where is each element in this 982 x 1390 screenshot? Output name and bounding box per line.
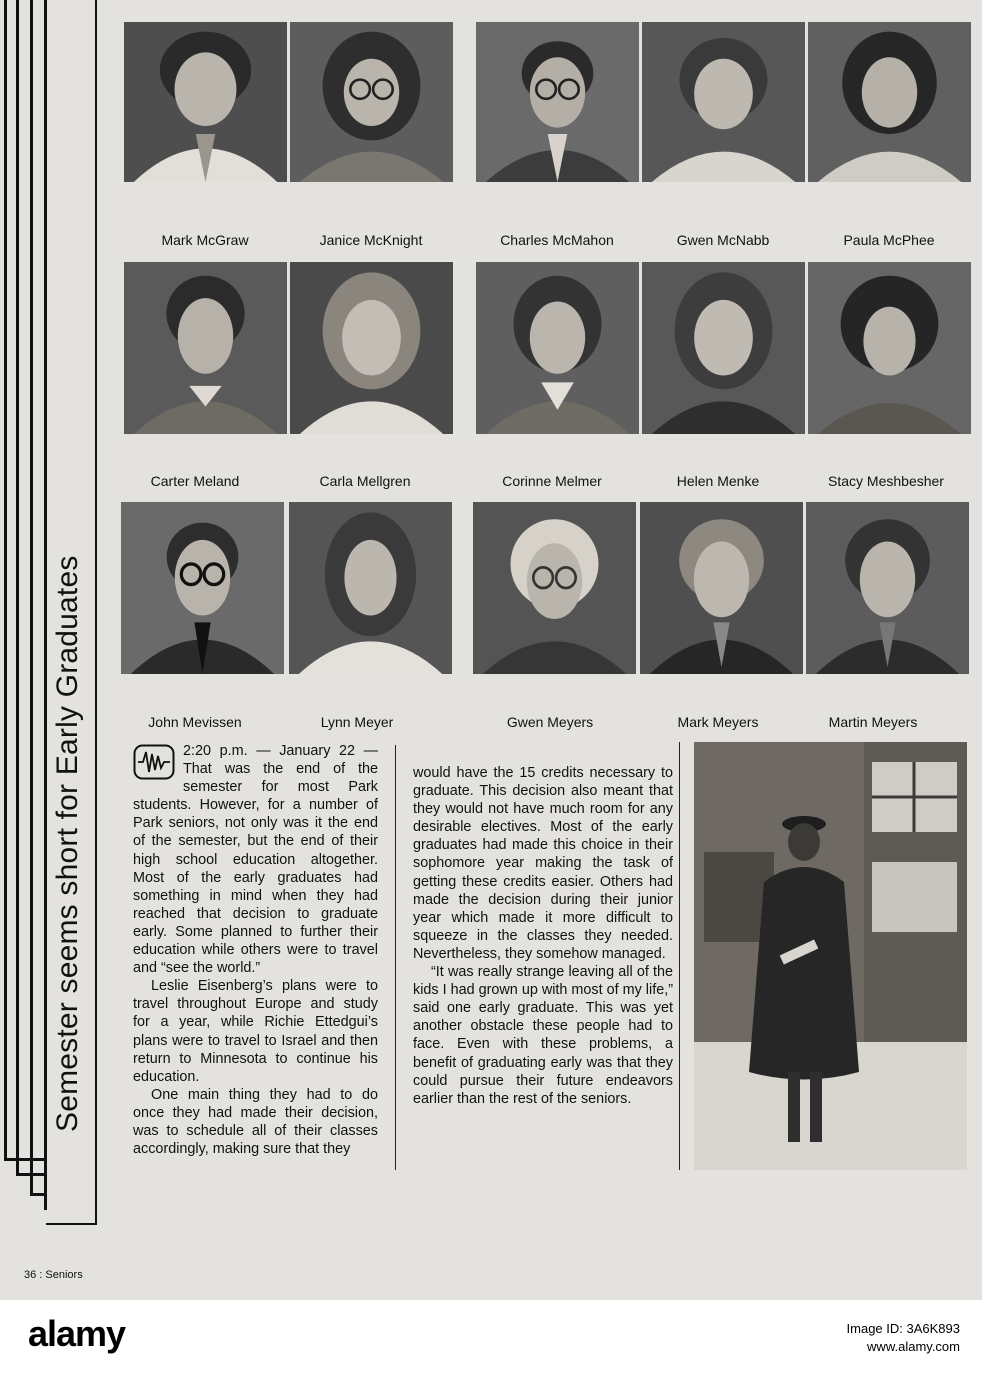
article-paragraph: Leslie Eisenberg’s plans were to travel throughout Europe and study for a year, while Richie Ettedgui’s plans were to travel to Israel and then return to Minnesota to continue his education.: [133, 978, 378, 1085]
portrait-photo: [476, 22, 639, 182]
portrait-name: Corinne Melmer: [502, 473, 602, 489]
site-url: www.alamy.com: [867, 1339, 960, 1354]
article-paragraph: would have the 15 credits necessary to graduate. This decision also meant that they would not have much room for any desirable electives. Most of the early graduates had made this choice in their sophomore year making the task of getting these credits easier. Others had made the decision during their junior year which made it more difficult to squeeze in the classes they needed. Nevertheless, they somehow managed.: [413, 765, 673, 962]
portrait-photo: [808, 22, 971, 182]
page-footer: 36 : Seniors: [24, 1269, 83, 1281]
portrait-photo: [290, 262, 453, 434]
left-border-bar: [4, 1158, 46, 1161]
watermark-strip: [0, 1300, 982, 1390]
article-column-2: [413, 764, 673, 1108]
portrait-photo: [121, 502, 284, 674]
portrait-photo: [124, 22, 287, 182]
article-paragraph: One main thing they had to do once they had made their decision, was to schedule all of their classes accordingly, making sure that they: [133, 1086, 378, 1158]
column-divider: [395, 745, 396, 1170]
article-column-1: [133, 742, 378, 1158]
image-id-block: [847, 1320, 960, 1356]
portrait-name: Carla Mellgren: [319, 473, 411, 489]
graduate-photo: [694, 742, 967, 1170]
portrait-photo: [124, 262, 287, 434]
portrait-photo: [642, 22, 805, 182]
image-id: Image ID: 3A6K893: [846, 1321, 960, 1336]
portrait-name: Stacy Meshbesher: [828, 473, 944, 489]
right-border-line: [95, 0, 97, 1225]
left-border-bar: [16, 0, 19, 1175]
left-border-bar: [16, 1173, 46, 1176]
alamy-logo: alamy: [28, 1313, 126, 1354]
portrait-photo: [290, 22, 453, 182]
article-paragraph: 2:20 p.m. — January 22 — That was the end of the semester for most Park students. However, for a number of Park seniors, not only was it the end of the semester, but the end of their high school education altogether. Most of the early graduates had something in mind when they had reached that decision to graduate early. Some planned to further their education while others were to travel and “see the world.”: [133, 743, 378, 977]
portrait-name: Lynn Meyer: [320, 714, 394, 730]
portrait-photo: [476, 262, 639, 434]
portrait-photo: [640, 502, 803, 674]
portrait-photo: [289, 502, 452, 674]
portrait-photo: [806, 502, 969, 674]
column-divider: [679, 742, 680, 1170]
portrait-name: Gwen Meyers: [506, 714, 594, 730]
portrait-name: Carter Meland: [150, 473, 240, 489]
article-paragraph: “It was really strange leaving all of the kids I had grown up with most of my life,” said one early graduate. This was yet another obstacle these people had to face. Even with these problems, a benefit of graduating early was that they could pursue their future endeavors earlier than the rest of the seniors.: [413, 964, 673, 1107]
portrait-name: Mark Meyers: [677, 714, 759, 730]
portrait-photo: [473, 502, 636, 674]
left-border-bar: [30, 1193, 46, 1196]
portrait-photo: [808, 262, 971, 434]
portrait-name: Mark McGraw: [161, 232, 249, 248]
portrait-photo: [642, 262, 805, 434]
left-border-bar: [4, 0, 7, 1160]
vertical-title: Semester seems short for Early Graduates: [51, 555, 84, 1132]
portrait-name: Charles McMahon: [500, 232, 614, 248]
portrait-name: Helen Menke: [676, 473, 760, 489]
waveform-logo-icon: [133, 744, 175, 780]
portrait-name: Janice McKnight: [319, 232, 423, 248]
portrait-name: Martin Meyers: [828, 714, 918, 730]
left-border-bar: [30, 0, 33, 1195]
portrait-name: Gwen McNabb: [676, 232, 770, 248]
portrait-name: Paula McPhee: [843, 232, 935, 248]
portrait-name: John Mevissen: [148, 714, 242, 730]
bottom-border-line: [46, 1223, 97, 1225]
